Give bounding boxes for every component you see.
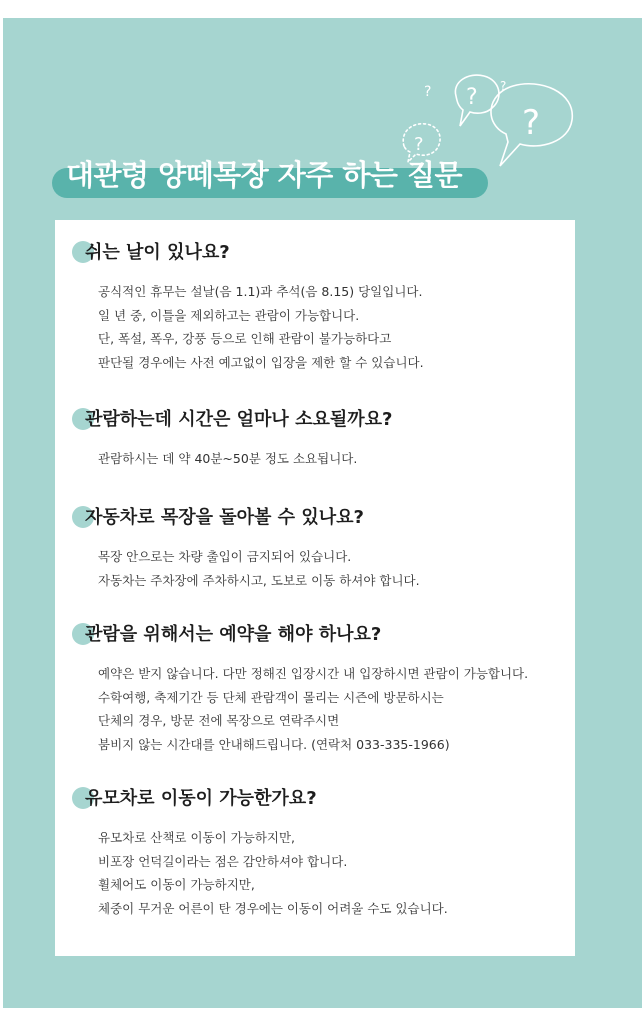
answer-line: 유모차로 산책로 이동이 가능하지만, — [98, 830, 296, 845]
answer-line: 붐비지 않는 시간대를 안내해드립니다. (연락처 033-335-1966) — [98, 736, 450, 752]
faq-answer — [98, 447, 357, 471]
answer-line: 비포장 언덕길이라는 점은 감안하셔야 합니다. — [98, 853, 348, 869]
svg-text:?: ? — [424, 84, 432, 100]
faq-answer — [98, 662, 528, 756]
faq-question: 유모차로 이동이 가능한가요? — [85, 788, 317, 809]
answer-line: 체중이 무거운 어른이 탄 경우에는 이동이 어려울 수도 있습니다. — [98, 900, 448, 916]
faq-card — [55, 220, 575, 956]
answer-line: 목장 안으로는 차량 출입이 금지되어 있습니다. — [98, 549, 352, 564]
answer-line: 관람하시는 데 약 40분~50분 정도 소요됩니다. — [98, 451, 358, 466]
svg-text:?: ? — [466, 85, 478, 110]
answer-line: 휠체어도 이동이 가능하지만, — [98, 877, 255, 892]
answer-line: 자동차는 주차장에 주차하시고, 도보로 이동 하셔야 합니다. — [98, 572, 420, 588]
svg-text:?: ? — [414, 134, 424, 155]
answer-line: 단체의 경우, 방문 전에 목장으로 연락주시면 — [98, 713, 340, 728]
answer-line: 공식적인 휴무는 설날(음 1.1)과 추석(음 8.15) 당일입니다. — [98, 284, 423, 299]
faq-question: 관람하는데 시간은 얼마나 소요될까요? — [85, 409, 393, 430]
answer-line: 예약은 받지 않습니다. 다만 정해진 입장시간 내 입장하시면 관람이 가능합니다. — [98, 666, 529, 681]
svg-text:?: ? — [522, 103, 541, 143]
faq-question: 자동차로 목장을 돌아볼 수 있나요? — [85, 507, 364, 528]
faq-question: 관람을 위해서는 예약을 해야 하나요? — [85, 624, 382, 645]
faq-answer — [98, 545, 420, 592]
answer-line: 수학여행, 축제기간 등 단체 관람객이 몰리는 시즌에 방문하시는 — [98, 689, 444, 705]
answer-line: 판단될 경우에는 사전 예고없이 입장을 제한 할 수 있습니다. — [98, 354, 424, 370]
answer-line: 단, 폭설, 폭우, 강풍 등으로 인해 관람이 불가능하다고 — [98, 331, 392, 346]
faq-answer — [98, 826, 448, 920]
faq-question: 쉬는 날이 있나요? — [85, 242, 230, 263]
page-title: 대관령 양떼목장 자주 하는 질문 — [66, 158, 463, 192]
answer-line: 일 년 중, 이틀을 제외하고는 관람이 가능합니다. — [98, 307, 360, 323]
faq-answer — [98, 280, 424, 374]
svg-text:?: ? — [500, 79, 507, 93]
